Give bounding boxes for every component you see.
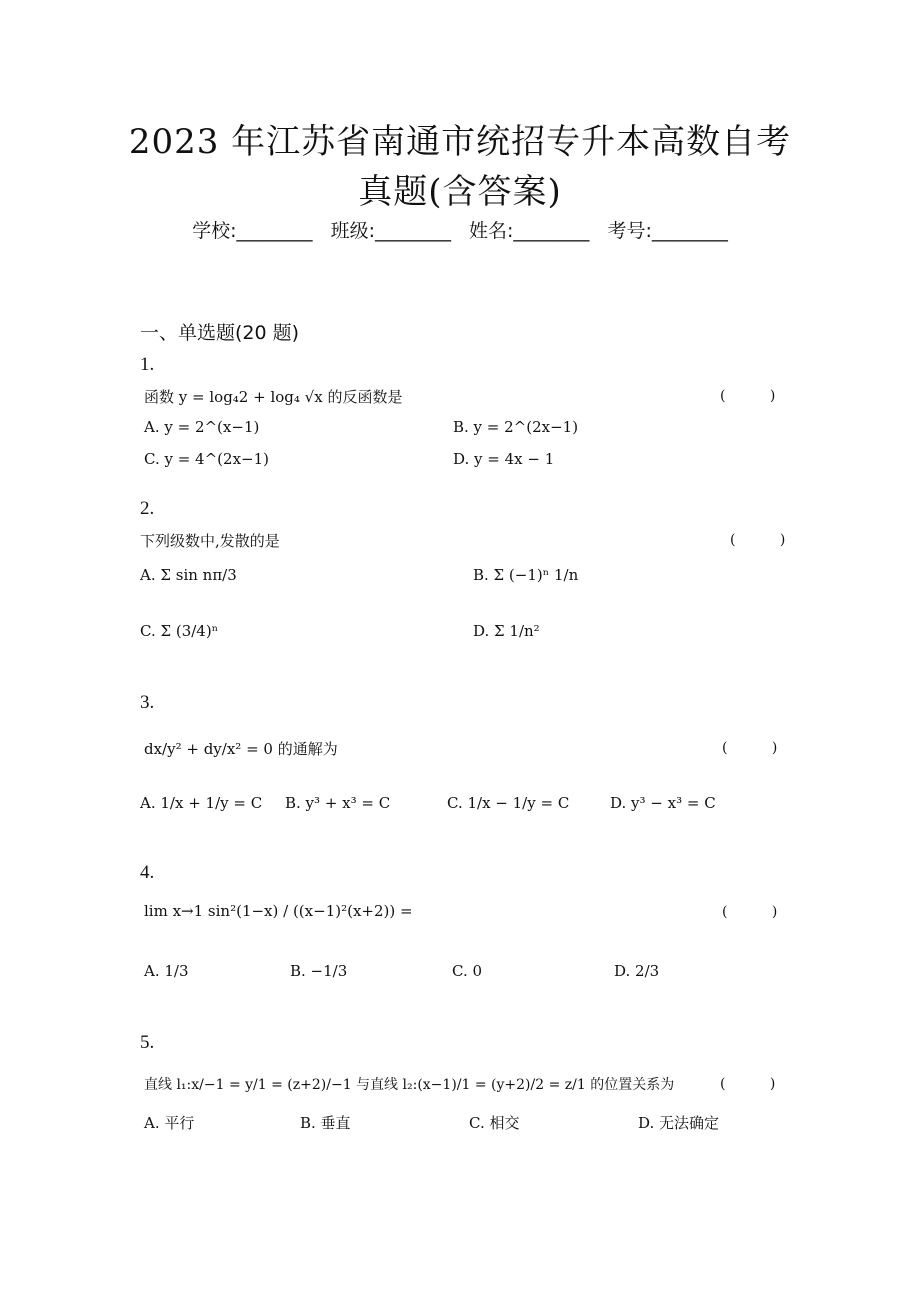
q1-stem-suffix: 的反函数是	[322, 388, 403, 406]
question-2-option-c: C. Σ (3/4)ⁿ	[140, 622, 219, 640]
question-2-number: 2.	[140, 498, 155, 519]
question-3-option-c: C. 1/x − 1/y = C	[447, 794, 570, 812]
question-4-option-c: C. 0	[452, 962, 483, 980]
question-3-option-d: D. y³ − x³ = C	[610, 794, 716, 812]
question-3-answer-blank: ( )	[722, 740, 798, 756]
student-info-line	[0, 216, 920, 243]
q5-stem-expr1: x/−1 = y/1 = (z+2)/−1	[191, 1077, 352, 1093]
exam-number-field: 考号:________	[607, 220, 728, 242]
section-heading: 一、单选题(20 题)	[140, 322, 300, 344]
class-field: 班级:________	[330, 220, 451, 242]
q5-stem-suffix: 的位置关系为	[585, 1077, 675, 1093]
question-1-stem	[144, 386, 402, 407]
question-3-stem	[144, 738, 338, 759]
question-4-option-d: D. 2/3	[614, 962, 660, 980]
question-4-stem: lim x→1 sin²(1−x) / ((x−1)²(x+2)) =	[144, 902, 413, 920]
question-5-option-d: D. 无法确定	[638, 1114, 720, 1132]
q3-stem-expr: dx/y² + dy/x² = 0	[144, 740, 273, 758]
document-title-line1: 2023 年江苏省南通市统招专升本高数自考	[128, 122, 792, 162]
q5-stem-mid: 与直线 l₂:	[351, 1077, 418, 1093]
school-field: 学校:________	[192, 220, 313, 242]
question-1-option-b: B. y = 2^(2x−1)	[453, 418, 579, 436]
q1-stem-expr: y = log₄2 + log₄ √x	[178, 388, 323, 406]
question-4-answer-blank: ( )	[722, 904, 798, 920]
q5-stem-prefix: 直线 l₁:	[144, 1077, 192, 1093]
question-3-number: 3.	[140, 692, 155, 713]
question-2-stem: 下列级数中,发散的是	[140, 532, 280, 550]
question-5-answer-blank: ( )	[720, 1076, 796, 1092]
question-2-option-a: A. Σ sin nπ/3	[140, 566, 237, 584]
question-2-answer-blank: ( )	[730, 532, 806, 548]
question-1-option-a: A. y = 2^(x−1)	[144, 418, 260, 436]
question-5-stem	[144, 1074, 674, 1094]
question-2-option-b: B. Σ (−1)ⁿ 1/n	[473, 566, 579, 584]
question-1-option-c: C. y = 4^(2x−1)	[144, 450, 269, 468]
question-4-option-b: B. −1/3	[290, 962, 348, 980]
name-field: 姓名:________	[469, 220, 590, 242]
question-3-option-a: A. 1/x + 1/y = C	[140, 794, 263, 812]
question-1-answer-blank: ( )	[720, 388, 796, 404]
question-1-option-d: D. y = 4x − 1	[453, 450, 555, 468]
q5-stem-expr2: (x−1)/1 = (y+2)/2 = z/1	[417, 1077, 586, 1093]
question-4-number: 4.	[140, 862, 155, 883]
question-1-number: 1.	[140, 354, 155, 375]
question-5-option-a: A. 平行	[144, 1114, 195, 1132]
question-3-option-b: B. y³ + x³ = C	[285, 794, 391, 812]
question-4-option-a: A. 1/3	[144, 962, 189, 980]
q1-stem-prefix: 函数	[144, 388, 179, 406]
document-title-line2: 真题(含答案)	[358, 172, 562, 212]
q3-stem-suffix: 的通解为	[272, 740, 338, 758]
question-5-option-c: C. 相交	[469, 1114, 520, 1132]
question-5-option-b: B. 垂直	[300, 1114, 351, 1132]
question-2-option-d: D. Σ 1/n²	[473, 622, 540, 640]
question-5-number: 5.	[140, 1032, 155, 1053]
